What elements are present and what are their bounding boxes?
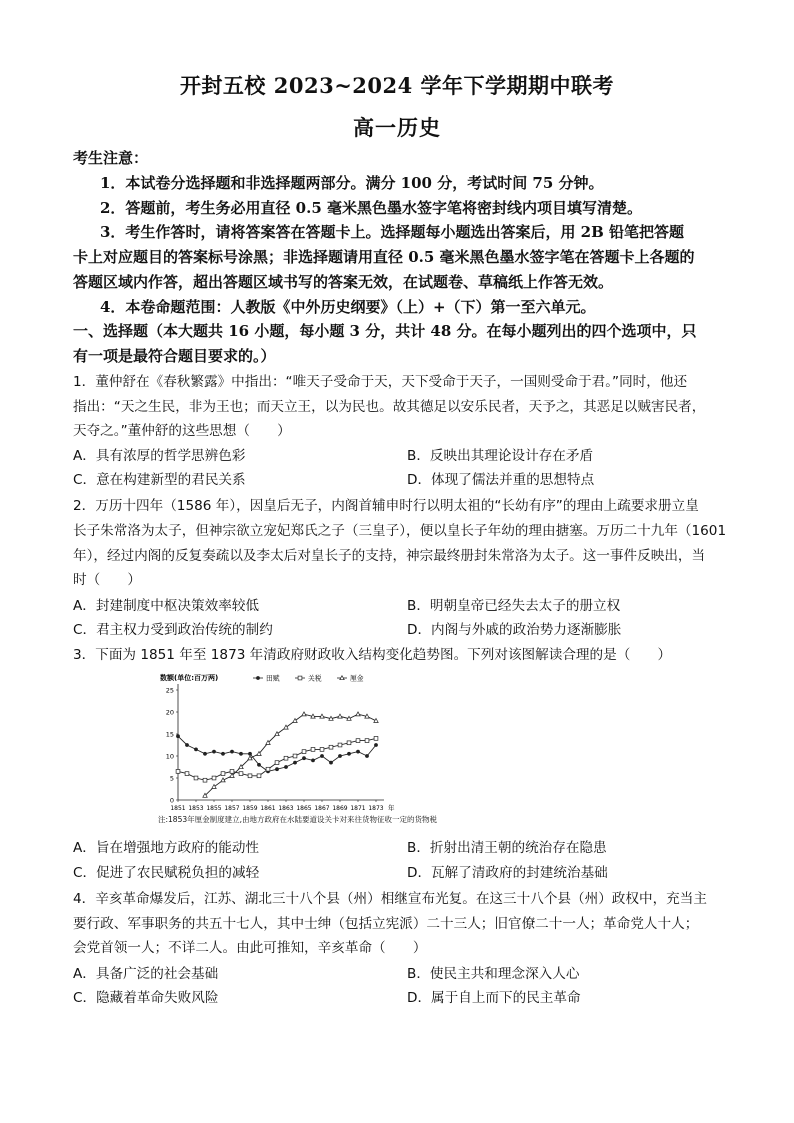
question-4-text: 4．辛亥革命爆发后，江苏、湖北三十八个县（州）相继宣布光复。在这三十八个县（州）政权中，充当主 (73, 891, 707, 907)
question-1-option-a[interactable]: A．具有浓厚的哲学思辨色彩 (73, 448, 246, 464)
data-point (302, 712, 306, 716)
x-tick-label: 1851 (170, 805, 186, 812)
question-2-text: 2．万历十四年（1586 年），因皇后无子，内阁首辅申时行以明太祖的“长幼有序”的理由上疏要求册立皇 (73, 498, 699, 514)
legend-label: 关税 (308, 674, 322, 683)
legend-label: 田赋 (266, 674, 280, 683)
series-line-0 (178, 736, 376, 771)
legend-marker (298, 676, 302, 680)
data-point (356, 739, 360, 743)
data-point (230, 750, 234, 754)
x-tick-label: 1857 (224, 805, 240, 812)
data-point (374, 743, 378, 747)
data-point (248, 752, 252, 756)
data-point (302, 756, 306, 760)
data-point (311, 759, 315, 763)
data-point (347, 752, 351, 756)
data-point (284, 756, 288, 760)
y-tick-label: 25 (165, 686, 174, 695)
series-line-1 (178, 738, 376, 780)
question-1-text: 天夺之。”董仲舒的这些思想（ ） (73, 423, 291, 439)
data-point (275, 732, 279, 736)
section-heading: 一、选择题（本大题共 16 小题，每小题 3 分，共计 48 分。在每小题列出的四个选项中，只 (73, 322, 697, 340)
data-point (194, 748, 198, 752)
exam-subject: 高一历史 (353, 115, 441, 140)
y-tick-label: 5 (169, 774, 174, 783)
data-point (176, 770, 180, 774)
chart-note: 注:1853年厘金制度建立,由地方政府在水陆要道设关卡对来往货物征收一定的货物税 (158, 815, 437, 824)
data-point (248, 774, 252, 778)
x-tick-label: 1865 (296, 805, 312, 812)
question-2-option-b[interactable]: B．明朝皇帝已经失去太子的册立权 (407, 598, 621, 614)
data-point (284, 725, 288, 729)
notice-item: 1．本试卷分选择题和非选择题两部分。满分 100 分，考试时间 75 分钟。 (100, 174, 604, 192)
question-2-text: 长子朱常洛为太子，但神宗欲立宠妃郑氏之子（三皇子），便以皇长子年幼的理由搪塞。万历二十九年（1601 (73, 523, 727, 539)
x-tick-label: 1869 (332, 805, 348, 812)
x-tick-label: 1871 (350, 805, 366, 812)
section-heading: 有一项是最符合题目要求的。） (73, 347, 276, 365)
data-point (185, 772, 189, 776)
question-2-text: 时（ ） (73, 572, 141, 588)
data-point (257, 774, 261, 778)
data-point (239, 752, 243, 756)
question-1-text: 指出：“天之生民，非为王也；而天立王，以为民也。故其德足以安乐民者，天予之，其恶足以贼害民者， (73, 399, 706, 415)
question-2-text: 年），经过内阁的反复奏疏以及李太后对皇长子的支持，神宗最终册封朱常洛为太子。这一事件反映出，当 (73, 548, 706, 564)
question-1-option-c[interactable]: C．意在构建新型的君民关系 (73, 472, 246, 488)
data-point (239, 772, 243, 776)
data-point (257, 763, 261, 767)
legend-marker (256, 676, 260, 680)
data-point (293, 761, 297, 765)
data-point (185, 743, 189, 747)
question-4-text: 要行政、军事职务的共五十七人，其中士绅（包括立宪派）二十三人；旧官僚二十一人；革命党人十人； (73, 916, 699, 932)
data-point (365, 754, 369, 758)
data-point (221, 772, 225, 776)
notice-heading: 考生注意： (73, 149, 149, 167)
data-point (311, 748, 315, 752)
question-1-option-b[interactable]: B．反映出其理论设计存在矛盾 (407, 448, 594, 464)
data-point (302, 750, 306, 754)
data-point (212, 785, 216, 789)
data-point (338, 714, 342, 718)
data-point (221, 752, 225, 756)
data-point (212, 750, 216, 754)
question-4-option-c[interactable]: C．隐藏着革命失败风险 (73, 990, 219, 1006)
question-1-text: 1．董仲舒在《春秋繁露》中指出：“唯天子受命于天，天下受命于天子，一国则受命于君。”同时，他还 (73, 374, 688, 390)
question-4-option-a[interactable]: A．具备广泛的社会基础 (73, 966, 219, 982)
data-point (293, 754, 297, 758)
exam-title: 开封五校 2023~2024 学年下学期期中联考 (179, 73, 615, 98)
data-point (212, 776, 216, 780)
x-tick-label: 1873 (368, 805, 384, 812)
question-3-option-a[interactable]: A．旨在增强地方政府的能动性 (73, 840, 260, 856)
data-point (365, 739, 369, 743)
x-tick-label: 1863 (278, 805, 294, 812)
data-point (356, 750, 360, 754)
x-tick-label: 1867 (314, 805, 330, 812)
y-tick-label: 20 (165, 708, 174, 717)
x-tick-label: 1853 (188, 805, 204, 812)
data-point (320, 754, 324, 758)
data-point (203, 778, 207, 782)
data-point (356, 712, 360, 716)
question-3-option-d[interactable]: D．瓦解了清政府的封建统治基础 (407, 865, 608, 881)
data-point (347, 741, 351, 745)
data-point (320, 748, 324, 752)
question-4-option-d[interactable]: D．属于自上而下的民主革命 (407, 990, 581, 1006)
data-point (329, 745, 333, 749)
chart-y-label: 数额(单位:百万两) (160, 674, 219, 682)
notice-item: 答题区域内作答，超出答题区域书写的答案无效，在试题卷、草稿纸上作答无效。 (73, 273, 614, 291)
x-tick-label: 1859 (242, 805, 258, 812)
notice-item: 2．答题前，考生务必用直径 0.5 毫米黑色墨水签字笔将密封线内项目填写清楚。 (100, 199, 642, 217)
question-3-option-c[interactable]: C．促进了农民赋税负担的减轻 (73, 865, 260, 881)
data-point (203, 752, 207, 756)
question-3-option-b[interactable]: B．折射出清王朝的统治存在隐患 (407, 840, 607, 856)
data-point (275, 767, 279, 771)
y-tick-label: 0 (169, 796, 174, 805)
y-tick-label: 15 (165, 730, 174, 739)
x-tick-label: 1855 (206, 805, 222, 812)
data-point (284, 765, 288, 769)
data-point (338, 743, 342, 747)
notice-item: 4．本卷命题范围：人教版《中外历史纲要》（上）+（下）第一至六单元。 (100, 298, 596, 316)
x-axis-label: 年 (388, 804, 395, 812)
data-point (329, 761, 333, 765)
notice-item: 3．考生作答时，请将答案答在答题卡上。选择题每小题选出答案后，用 2B 铅笔把答题 (100, 223, 685, 241)
question-1-option-d[interactable]: D．体现了儒法并重的思想特点 (407, 472, 595, 488)
data-point (230, 770, 234, 774)
data-point (266, 767, 270, 771)
data-point (275, 761, 279, 765)
question-2-option-a[interactable]: A．封建制度中枢决策效率较低 (73, 598, 260, 614)
data-point (194, 776, 198, 780)
question-3-text: 3．下面为 1851 年至 1873 年清政府财政收入结构变化趋势图。下列对该图解读合理的是（ ） (73, 647, 672, 663)
legend-label: 厘金 (350, 674, 364, 683)
y-tick-label: 10 (165, 752, 174, 761)
data-point (338, 754, 342, 758)
question-2-option-c[interactable]: C．君主权力受到政治传统的制约 (73, 622, 273, 638)
data-point (293, 719, 297, 723)
notice-item: 卡上对应题目的答案标号涂黑；非选择题请用直径 0.5 毫米黑色墨水签字笔在答题卡上各题的 (73, 248, 695, 266)
data-point (176, 734, 180, 738)
x-tick-label: 1861 (260, 805, 276, 812)
question-2-option-d[interactable]: D．内阁与外戚的政治势力逐渐膨胀 (407, 622, 622, 638)
question-4-option-b[interactable]: B．使民主共和理念深入人心 (407, 966, 580, 982)
data-point (374, 737, 378, 741)
revenue-trend-chart (158, 668, 403, 828)
question-4-text: 会党首领一人；不详二人。由此可推知，辛亥革命（ ） (73, 940, 427, 956)
